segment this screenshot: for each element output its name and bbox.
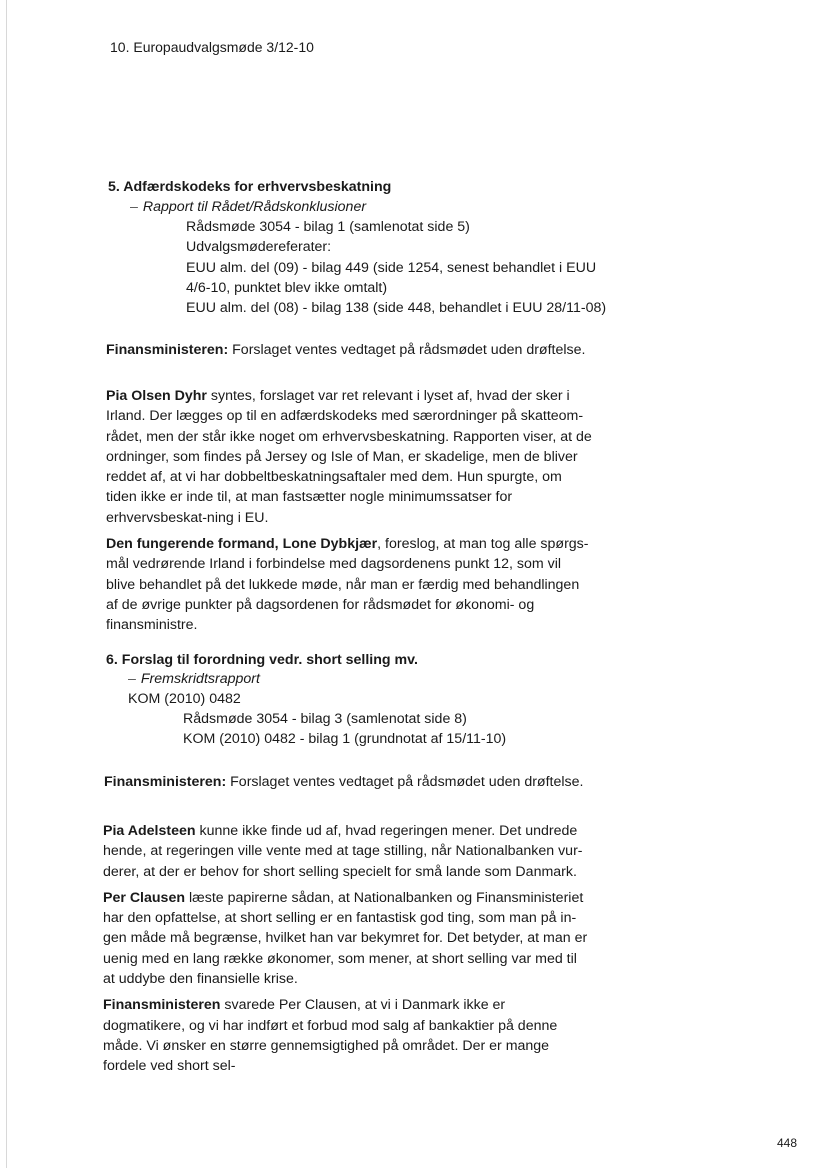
dash-icon: – — [128, 671, 136, 687]
speaker-name: Finansministeren: — [104, 774, 227, 790]
section-6-minister-statement — [104, 772, 744, 792]
paragraph-text: svarede Per Clausen, at vi i Danmark ikke er dogmatikere, og vi har indført et forbud mod salg af bankaktier på denne måde. Vi ønsker en større gennemsigtighed på området. Der er mange fordele ved short sel- — [103, 997, 558, 1075]
paragraph-text: syntes, forslaget var ret relevant i lyset af, hvad der sker i Irland. Der lægges op til en adfærdskodeks med særordninger på skatteom-rådet, men der står ikke noget om erhvervsbeskatning. Rapporten viser, at de ordninger, som findes på Jersey og Isle of Man, er skadelige, men de bliver reddet af, at vi har dobbeltbeskatningsaftaler med dem. Hun spurgte, om tiden ikke er inde til, at man fastsætter nogle minimumssatser for erhvervsbeskat-ning i EU. — [106, 388, 592, 526]
discussion-paragraph — [106, 386, 594, 528]
dash-icon: – — [130, 199, 138, 215]
reference-line: EUU alm. del (08) - bilag 138 (side 448, behandlet i EUU 28/11-08) — [186, 300, 607, 317]
section-6-discussion — [103, 821, 591, 1083]
page-header: 10. Europaudvalgsmøde 3/12-10 — [110, 39, 314, 55]
section-6-subtitle — [128, 669, 260, 689]
discussion-paragraph — [103, 821, 591, 882]
reference-line: 4/6-10, punktet blev ikke omtalt) — [186, 279, 388, 296]
page-number: 448 — [777, 1136, 798, 1150]
section-5-subtitle-text: Rapport til Rådet/Rådskonklusioner — [142, 199, 367, 215]
section-6-subtitle-text: Fremskridtsrapport — [140, 671, 260, 687]
section-6-references — [183, 709, 506, 750]
speaker-name: Finansministeren: — [106, 342, 229, 358]
speaker-name: Finansministeren — [103, 997, 221, 1014]
section-5-minister-statement — [106, 340, 746, 360]
discussion-paragraph — [106, 534, 594, 635]
reference-line: KOM (2010) 0482 - bilag 1 (grundnotat af 15/11-10) — [183, 731, 507, 748]
statement-text: Forslaget ventes vedtaget på rådsmødet uden drøftelse. — [226, 774, 584, 790]
paragraph-text: læste papirerne sådan, at Nationalbanken og Finansministeriet har den opfattelse, at short selling er en fantastisk god ting, som man på in-gen måde må begrænse, hvilket han var bekymret for. Det betyder, at man er uenig med en lang række økonomer, som mener, at short selling var med til at uddybe den finansielle krise. — [103, 889, 588, 988]
paragraph-text: , foreslog, at man tog alle spørgs-mål vedrørende Irland i forbindelse med dagsordenens punkt 12, som vil blive behandlet på det lukkede møde, når man er færdig med behandlingen af de øvrige punkter på dagsordenen for rådsmødet for økonomi- og finansministre. — [106, 536, 589, 634]
speaker-name: Pia Adelsteen — [103, 823, 196, 839]
reference-line: Rådsmøde 3054 - bilag 1 (samlenotat side 5) — [186, 219, 470, 235]
scan-edge-line — [6, 0, 7, 1168]
reference-line: Rådsmøde 3054 - bilag 3 (samlenotat side 8) — [183, 711, 467, 727]
speaker-name: Pia Olsen Dyhr — [106, 388, 207, 404]
reference-line: EUU alm. del (09) - bilag 449 (side 1254, senest behandlet i EUU — [186, 259, 597, 276]
reference-line: Udvalgsmødereferater: — [186, 239, 332, 256]
section-6-kom: KOM (2010) 0482 — [128, 691, 241, 707]
section-5-references — [186, 217, 606, 318]
section-5-discussion — [106, 386, 594, 642]
statement-text: Forslaget ventes vedtaget på rådsmødet uden drøftelse. — [228, 342, 586, 358]
discussion-paragraph — [103, 888, 591, 989]
section-6-heading: 6. Forslag til forordning vedr. short selling mv. — [106, 652, 418, 668]
discussion-paragraph — [103, 995, 591, 1076]
section-5-heading: 5. Adfærdskodeks for erhvervsbeskatning — [108, 179, 392, 195]
section-5-subtitle — [130, 197, 366, 217]
paragraph-text: kunne ikke finde ud af, hvad regeringen mener. Det undrede hende, at regeringen ville vente med at tage stilling, når Nationalbanken vur-derer, at der er behov for short selling specielt for små lande som Danmark. — [103, 823, 583, 880]
speaker-name: Den fungerende formand, Lone Dybkjær — [106, 536, 378, 553]
speaker-name: Per Clausen — [103, 889, 186, 906]
